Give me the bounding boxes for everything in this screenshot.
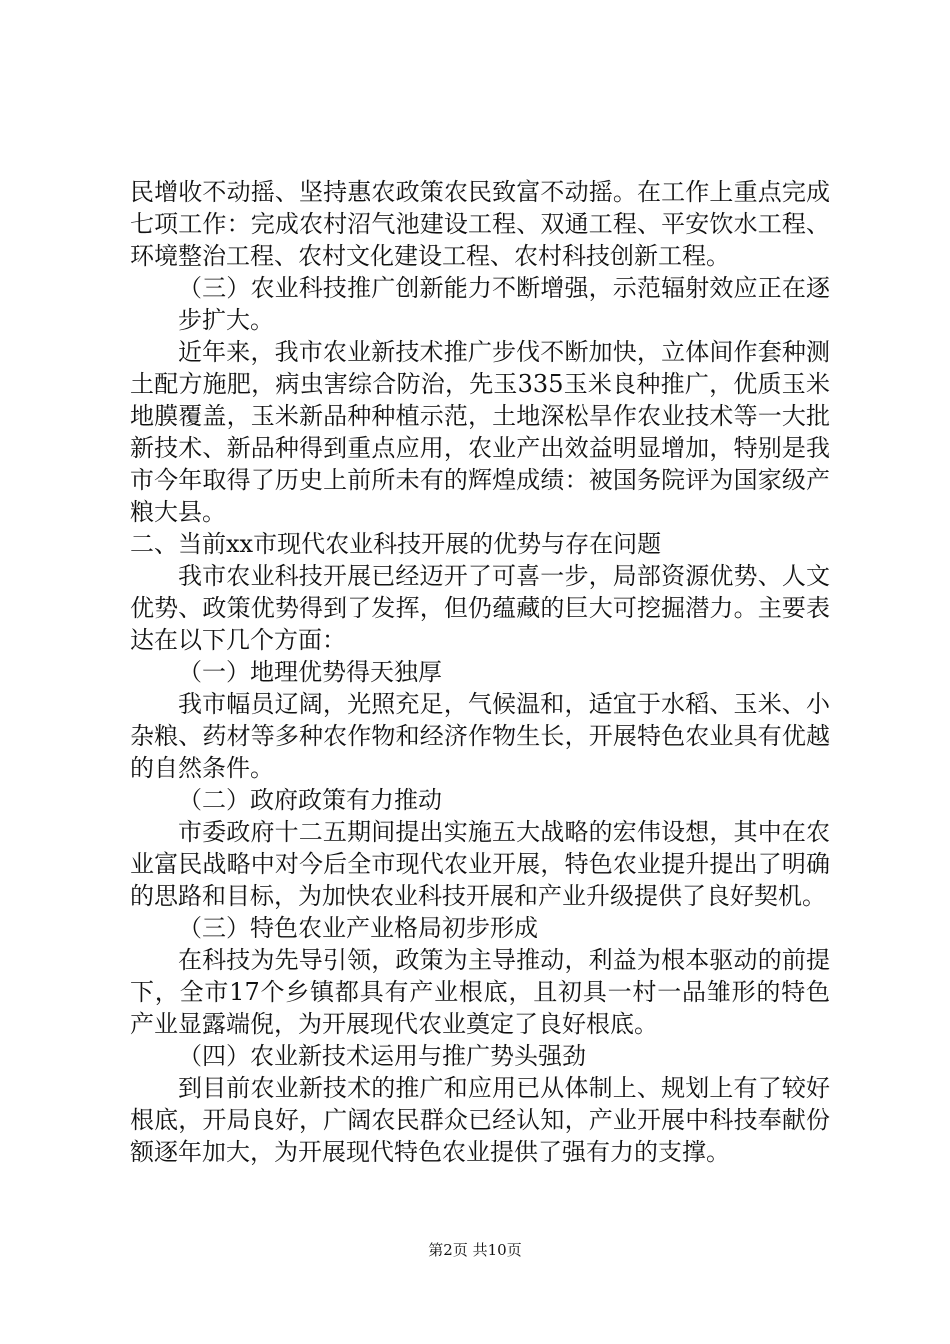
paragraph-policy: 市委政府十二五期间提出实施五大战略的宏伟设想，其中在农业富民战略中对今后全市现代农业开展，特色农业提升提出了明确的思路和目标，为加快农业科技开展和产业升级提供了良好契机。 (130, 818, 830, 910)
document-body (130, 176, 830, 1168)
page-number-footer: 第2页 共10页 (428, 1241, 522, 1259)
paragraph-continuation: 民增收不动摇、坚持惠农政策农民致富不动摇。在工作上重点完成七项工作：完成农村沼气池建设工程、双通工程、平安饮水工程、环境整治工程、农村文化建设工程、农村科技创新工程。 (130, 178, 830, 270)
paragraph-industry: 在科技为先导引领，政策为主导推动，利益为根本驱动的前提下，全市17个乡镇都具有产业根底，且初具一村一品雏形的特色产业显露端倪，为开展现代农业奠定了良好根底。 (130, 946, 830, 1038)
paragraph-tech-promotion: 近年来，我市农业新技术推广步伐不断加快，立体间作套种测土配方施肥，病虫害综合防治，先玉335玉米良种推广，优质玉米地膜覆盖，玉米新品种种植示范，土地深松旱作农业技术等一大批新技术、新品种得到重点应用，农业产出效益明显增加，特别是我市今年取得了历史上前所未有的辉煌成绩：被国务院评为国家级产粮大县。 (130, 338, 830, 526)
paragraph-new-tech: 到目前农业新技术的推广和应用已从体制上、规划上有了较好根底，开局良好，广阔农民群众已经认知，产业开展中科技奉献份额逐年加大，为开展现代特色农业提供了强有力的支撑。 (130, 1074, 830, 1166)
paragraph-advantages-intro: 我市农业科技开展已经迈开了可喜一步，局部资源优势、人文优势、政策优势得到了发挥，但仍蕴藏的巨大可挖掘潜力。主要表达在以下几个方面： (130, 562, 830, 654)
subheading-new-tech: （四）农业新技术运用与推广势头强劲 (178, 1042, 586, 1070)
paragraph-geography: 我市幅员辽阔，光照充足，气候温和，适宜于水稻、玉米、小杂粮、药材等多种农作物和经济作物生长，开展特色农业具有优越的自然条件。 (130, 690, 830, 782)
section-heading-2: 二、当前xx市现代农业科技开展的优势与存在问题 (130, 530, 662, 558)
subheading-policy: （二）政府政策有力推动 (178, 786, 442, 814)
subheading-geography: （一）地理优势得天独厚 (178, 658, 442, 686)
section-heading-3: （三）农业科技推广创新能力不断增强，示范辐射效应正在逐步扩大。 (178, 274, 830, 334)
subheading-industry: （三）特色农业产业格局初步形成 (178, 914, 538, 942)
